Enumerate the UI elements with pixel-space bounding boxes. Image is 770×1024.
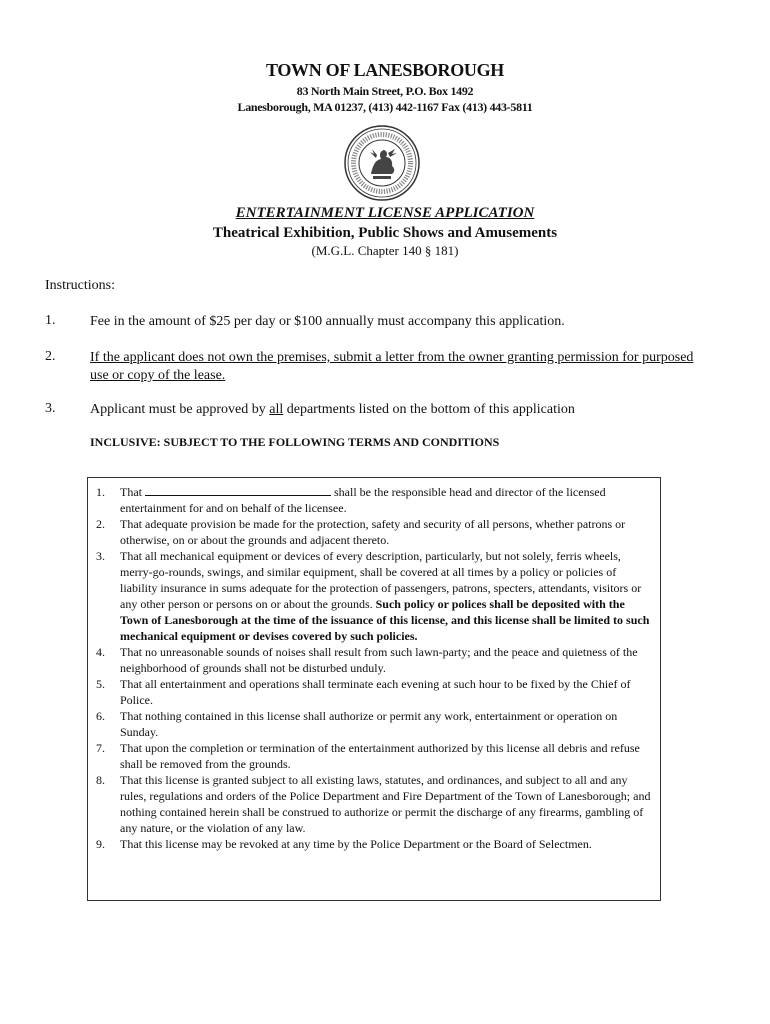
term-text: That this license is granted subject to all existing laws, statutes, and ordinances, and subject to all and any rules, regulations and orders of the Police Department and Fire Department of the Town of Lanesborough; and nothing contained herein shall be construed to authorize or permit the discharge of any firearms, gambling of any nature, or the violation of any law. bbox=[120, 773, 651, 835]
term-number: 8. bbox=[96, 773, 105, 787]
term-number: 2. bbox=[96, 517, 105, 531]
term-number: 3. bbox=[96, 549, 105, 563]
term-number: 4. bbox=[96, 645, 105, 659]
form-citation: (M.G.L. Chapter 140 § 181) bbox=[311, 243, 459, 258]
term-bold-text: Such policy or polices shall be deposited with the Town of Lanesborough at the time of the issuance of this license, and this license shall be limited to such mechanical equipment or devises covered by such policies. bbox=[120, 597, 650, 643]
instructions-heading: Instructions: bbox=[45, 278, 115, 293]
term-item bbox=[96, 676, 654, 708]
term-text: That adequate provision be made for the protection, safety and security of all persons, whether patrons or otherwise, on or about the grounds and adjacent thereto. bbox=[120, 517, 626, 547]
term-number: 9. bbox=[96, 837, 105, 851]
term-item bbox=[96, 836, 654, 852]
term-number: 1. bbox=[96, 485, 105, 499]
term-item bbox=[96, 548, 654, 644]
instruction-number: 1. bbox=[45, 313, 56, 328]
instruction-emphasis: all bbox=[269, 402, 284, 417]
town-address: 83 North Main Street, P.O. Box 1492 bbox=[296, 84, 474, 98]
term-item bbox=[96, 708, 654, 740]
term-text-part: shall be the responsible head and director of the licensed entertainment for and on behalf of the licensee. bbox=[120, 485, 606, 515]
term-text-part: That bbox=[120, 485, 145, 499]
term-text-part: That all mechanical equipment or devices of every description, particularly, but not solely, ferris wheels, merry-go-rounds, swings, and similar equipment, shall be covered at all times by a policy or policies of liability insurance in sums adequate for the protection of passengers, patrons, specters, attendants, visitors or any other person or persons on or about the grounds. bbox=[120, 549, 642, 611]
terms-list bbox=[96, 484, 654, 852]
term-number: 6. bbox=[96, 709, 105, 723]
term-text: That all entertainment and operations shall terminate each evening at such hour to be fixed by the Chief of Police. bbox=[120, 677, 631, 707]
terms-heading: INCLUSIVE: SUBJECT TO THE FOLLOWING TERMS AND CONDITIONS bbox=[90, 435, 500, 449]
term-item bbox=[96, 740, 654, 772]
instruction-text bbox=[90, 401, 710, 419]
instruction-text: If the applicant does not own the premises, submit a letter from the owner granting permission for purposed use or copy of the lease. bbox=[90, 350, 694, 383]
term-text bbox=[120, 548, 654, 644]
term-text: That this license may be revoked at any time by the Police Department or the Board of Selectmen. bbox=[120, 837, 592, 851]
term-text bbox=[120, 484, 654, 516]
director-name-blank[interactable] bbox=[145, 484, 331, 496]
instruction-text-part: departments listed on the bottom of this application bbox=[283, 402, 575, 417]
instruction-number: 2. bbox=[45, 349, 56, 364]
term-item bbox=[96, 516, 654, 548]
term-number: 7. bbox=[96, 741, 105, 755]
form-title: ENTERTAINMENT LICENSE APPLICATION bbox=[235, 205, 535, 221]
instruction-number: 3. bbox=[45, 401, 56, 416]
instruction-text: Fee in the amount of $25 per day or $100 annually must accompany this application. bbox=[90, 314, 565, 329]
term-item bbox=[96, 644, 654, 676]
term-text: That no unreasonable sounds of noises shall result from such lawn-party; and the peace and quietness of the neighborhood of grounds shall not be disturbed unduly. bbox=[120, 645, 638, 675]
instruction-text-part: Applicant must be approved by bbox=[90, 402, 270, 417]
town-seal-icon bbox=[343, 124, 421, 202]
term-text: That nothing contained in this license shall authorize or permit any work, entertainment or operation on Sunday. bbox=[120, 709, 618, 739]
form-subtitle: Theatrical Exhibition, Public Shows and Amusements bbox=[212, 225, 558, 241]
term-item bbox=[96, 484, 654, 516]
term-text: That upon the completion or termination of the entertainment authorized by this license all debris and refuse shall be removed from the grounds. bbox=[120, 741, 640, 771]
term-number: 5. bbox=[96, 677, 105, 691]
term-item bbox=[96, 772, 654, 836]
town-name: TOWN OF LANESBOROUGH bbox=[265, 60, 505, 80]
town-contact-line: Lanesborough, MA 01237, (413) 442-1167 Fax (413) 443-5811 bbox=[237, 100, 533, 114]
terms-box bbox=[87, 477, 661, 901]
